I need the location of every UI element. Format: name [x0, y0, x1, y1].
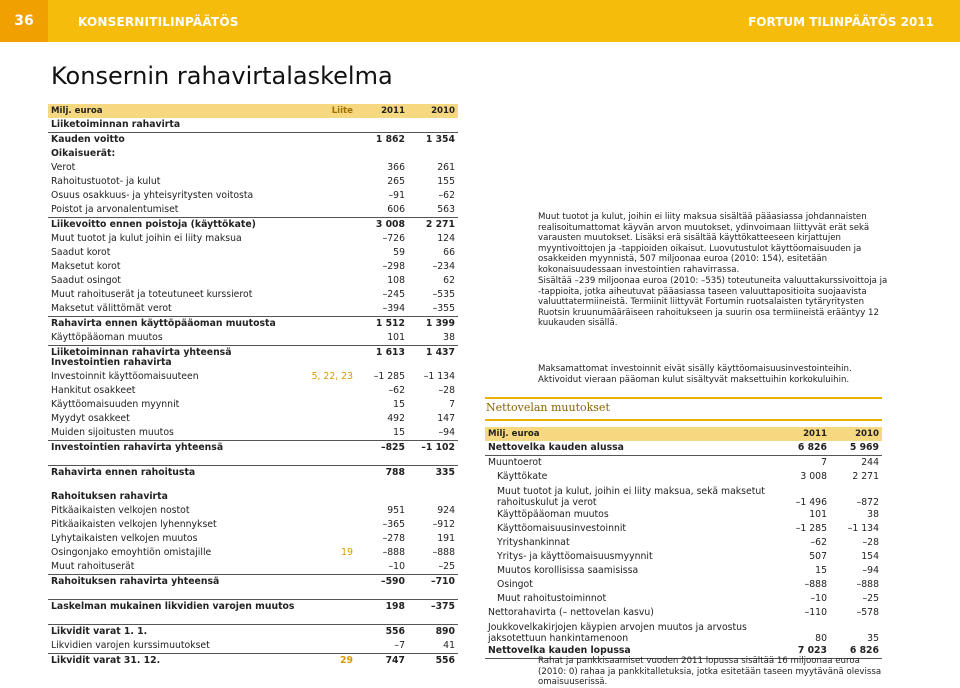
- value-2010: –578: [856, 607, 879, 618]
- value-2011: 507: [809, 551, 827, 562]
- row-label: Nettovelka kauden alussa: [485, 441, 780, 456]
- row-label: Pitkäaikaisten velkojen nostot: [51, 505, 190, 516]
- value-2011: –1 496: [795, 497, 827, 508]
- row-label: Muiden sijoitusten muutos: [51, 427, 174, 438]
- note-ref: [306, 274, 356, 288]
- table-row: [485, 470, 882, 484]
- value-2011: –62: [810, 537, 827, 548]
- section-title: KONSERNITILINPÄÄTÖS: [78, 15, 239, 29]
- table-row: [48, 331, 458, 346]
- note-ref: [306, 625, 356, 640]
- value-2010: 154: [861, 551, 879, 562]
- value-2011: 7: [821, 457, 827, 468]
- row-label: Saadut korot: [51, 247, 111, 258]
- row-label: Likvidit varat 31. 12.: [48, 654, 306, 669]
- value-2010: –25: [862, 593, 879, 604]
- row-label: Liiketoiminnan rahavirta: [51, 119, 181, 130]
- note-ref: [306, 147, 356, 161]
- row-label: Pitkäaikaisten velkojen lyhennykset: [51, 519, 217, 530]
- row-label: Nettorahavirta (– nettovelan kasvu): [488, 607, 654, 618]
- note-ref: [306, 466, 356, 481]
- row-label: Rahavirta ennen käyttöpääoman muutosta: [48, 317, 306, 332]
- value-2011: 366: [387, 162, 405, 173]
- value-2011: –726: [382, 233, 405, 244]
- table-row: [48, 625, 458, 640]
- value-2011: –825: [356, 441, 408, 456]
- value-2010: 38: [867, 509, 879, 520]
- value-2011: 747: [356, 654, 408, 669]
- value-2011: 108: [387, 275, 405, 286]
- value-2010: 2 271: [408, 218, 458, 233]
- row-label: Verot: [51, 162, 76, 173]
- table-row: [48, 288, 458, 302]
- note-ref: [306, 356, 356, 370]
- value-2011: 101: [809, 509, 827, 520]
- table-row: [48, 161, 458, 175]
- spacer-cell: [48, 455, 458, 466]
- note-ref: [306, 232, 356, 246]
- value-2010: 563: [437, 204, 455, 215]
- value-2011: –1 285: [373, 371, 405, 382]
- row-label: Laskelman mukainen likvidien varojen muutos: [48, 600, 306, 615]
- row-label: Osingonjako emoyhtiön omistajille: [51, 547, 212, 558]
- value-2010: 155: [437, 176, 455, 187]
- table-row: [485, 606, 882, 620]
- net-debt-title: Nettovelan muutokset: [486, 401, 610, 414]
- table-row: [48, 398, 458, 412]
- box-rule-top: [485, 397, 882, 399]
- table-row: [48, 546, 458, 560]
- value-2011: 15: [815, 565, 827, 576]
- value-2011: 3 008: [356, 218, 408, 233]
- row-label: Rahoituksen rahavirta: [51, 491, 168, 502]
- table-row: [48, 532, 458, 546]
- note-fx-items: Sisältää –239 miljoonaa euroa (2010: –535) toteutuneita valuuttakurssivoittoja ja -tappioita, jotka aiheutuvat pääasiassa taseen valuuttapositioita suojaavista valuuttatermiineistä. Termiinit liittyvät Fortumin ruotsalaisten tytäryritysten Ruotsin kruunumääräiseen rahoitukseen ja suurin osa termiineistä erääntyy 12 kuukauden sisällä.: [538, 276, 888, 329]
- value-2011: 265: [387, 176, 405, 187]
- value-2011: 15: [393, 399, 405, 410]
- row-label: Käyttöpääoman muutos: [51, 332, 163, 343]
- row-label: Rahoituksen rahavirta yhteensä: [48, 575, 306, 590]
- row-label: Lyhytaikaisten velkojen muutos: [51, 533, 198, 544]
- note-ref: [306, 133, 356, 148]
- row-label: Oikaisuerät:: [51, 148, 116, 159]
- value-2010: 924: [437, 505, 455, 516]
- note-ref: [306, 490, 356, 504]
- value-2010: 7: [449, 399, 455, 410]
- page-number: 36: [0, 0, 48, 42]
- value-2011: 1 512: [356, 317, 408, 332]
- note-ref: [306, 441, 356, 456]
- spacer-cell: [48, 614, 458, 625]
- value-2011: 1 862: [356, 133, 408, 148]
- table-row: [48, 412, 458, 426]
- row-label: Likvidit varat 1. 1.: [48, 625, 306, 640]
- value-2011: 15: [393, 427, 405, 438]
- row-label: Muut rahoituserät: [51, 561, 135, 572]
- spacer-row: [48, 455, 458, 466]
- value-2011: –7: [394, 640, 405, 651]
- column-header-2011: 2011: [780, 427, 830, 441]
- value-2011: –590: [356, 575, 408, 590]
- note-ref: [306, 218, 356, 233]
- value-2011: –245: [382, 289, 405, 300]
- column-header-label: Milj. euroa: [485, 427, 780, 441]
- box-rule-mid: [485, 419, 882, 421]
- value-2010: 38: [443, 332, 455, 343]
- table-row: [48, 175, 458, 189]
- table-row: [48, 504, 458, 518]
- row-label: Muuntoerot: [488, 457, 542, 468]
- note-ref: [306, 600, 356, 615]
- table-row: [48, 356, 458, 370]
- table-row: [48, 518, 458, 532]
- note-ref: 19: [341, 547, 353, 558]
- spacer-cell: [48, 589, 458, 600]
- note-ref: [306, 384, 356, 398]
- column-header-2010: 2010: [408, 104, 458, 118]
- note-ref: [306, 504, 356, 518]
- table-header-row: [485, 427, 882, 441]
- value-2010: 1 399: [408, 317, 458, 332]
- value-2010: –1 134: [847, 523, 879, 534]
- table-row: [485, 484, 882, 508]
- value-2011: –10: [810, 593, 827, 604]
- spacer-row: [48, 480, 458, 490]
- value-2011: 80: [815, 633, 827, 644]
- note-ref: 5, 22, 23: [311, 371, 353, 382]
- value-2010: 66: [443, 247, 455, 258]
- note-ref: [306, 302, 356, 317]
- column-header-note: Liite: [306, 104, 356, 118]
- spacer-row: [48, 614, 458, 625]
- value-2010: –1 102: [408, 441, 458, 456]
- note-ref: [306, 518, 356, 532]
- row-label: Poistot ja arvonalentumiset: [51, 204, 179, 215]
- value-2011: –62: [388, 385, 405, 396]
- spacer-row: [48, 589, 458, 600]
- table-row: [485, 536, 882, 550]
- table-row: [48, 654, 458, 669]
- table-row: [48, 575, 458, 590]
- note-ref: [306, 260, 356, 274]
- value-2010: –94: [438, 427, 455, 438]
- value-2010: 244: [861, 457, 879, 468]
- value-2011: 606: [387, 204, 405, 215]
- value-2010: 261: [437, 162, 455, 173]
- note-ref: [306, 118, 356, 133]
- value-2010: 6 826: [830, 644, 882, 659]
- row-label: Liikevoitto ennen poistoja (käyttökate): [48, 218, 306, 233]
- note-ref: [306, 560, 356, 575]
- table-row: [48, 426, 458, 441]
- table-row: [48, 133, 458, 148]
- note-ref: [306, 331, 356, 346]
- value-2010: –375: [408, 600, 458, 615]
- note-ref: [306, 412, 356, 426]
- row-label: Käyttöomaisuusinvestoinnit: [497, 523, 627, 534]
- row-label: Rahoitustuotot- ja kulut: [51, 176, 161, 187]
- value-2010: 124: [437, 233, 455, 244]
- row-label: Rahavirta ennen rahoitusta: [48, 466, 306, 481]
- table-row: [485, 508, 882, 522]
- row-label: Muut tuotot ja kulut, joihin ei liity maksua, sekä maksetut rahoituskulut ja verot: [497, 486, 765, 508]
- value-2010: –62: [438, 190, 455, 201]
- column-header-2011: 2011: [356, 104, 408, 118]
- report-title: FORTUM TILINPÄÄTÖS 2011: [748, 15, 934, 29]
- value-2011: [356, 490, 408, 504]
- row-label: Investointien rahavirta: [51, 357, 172, 368]
- note-ref: [306, 189, 356, 203]
- table-row: [48, 203, 458, 218]
- value-2010: 2 271: [852, 471, 879, 482]
- value-2011: 788: [356, 466, 408, 481]
- note-ref: 29: [306, 654, 356, 669]
- note-cash: Rahat ja pankkisaamiset vuoden 2011 lopussa sisältää 16 miljoonaa euroa (2010: 0) rahaa ja pankkitalletuksia, jotka esitetään taseen myytävänä olevissa omaisuuserissä.: [538, 656, 882, 688]
- value-2010: –28: [438, 385, 455, 396]
- value-2010: –872: [856, 497, 879, 508]
- note-ref: [306, 203, 356, 218]
- note-ref: [306, 246, 356, 260]
- table-row: [485, 550, 882, 564]
- table-row: [48, 232, 458, 246]
- table-row: [48, 639, 458, 654]
- value-2010: 1 354: [408, 133, 458, 148]
- value-2011: –888: [382, 547, 405, 558]
- value-2011: [356, 118, 408, 133]
- value-2011: 101: [387, 332, 405, 343]
- value-2010: –535: [432, 289, 455, 300]
- net-debt-table: [485, 427, 882, 659]
- note-ref: [306, 639, 356, 654]
- table-row: [48, 384, 458, 398]
- spacer-cell: [48, 480, 458, 490]
- note-other-items: Muut tuotot ja kulut, joihin ei liity maksua sisältää pääasiassa johdannaisten realisoitumattomat käyvän arvon muutokset, ydinvoimaan liittyvät erät sekä varausten muutokset. Lisäksi erä sisältää käyttökatteeseen kirjattujen myyntivoittojen ja -tappioiden oikaisut. Luovutustulot käyttöomaisuuden ja osakkeiden myynnistä, 507 miljoonaa euroa (2010: 154), esitetään kokonaisuudessaan investointien rahavirrassa.: [538, 212, 870, 275]
- table-row: [485, 578, 882, 592]
- value-2010: –888: [432, 547, 455, 558]
- note-ref: [306, 398, 356, 412]
- page-title: Konsernin rahavirtalaskelma: [51, 62, 393, 90]
- column-header-label: Milj. euroa: [48, 104, 306, 118]
- row-label: Yritys- ja käyttöomaisuusmyynnit: [497, 551, 653, 562]
- value-2011: 1 613: [356, 346, 408, 361]
- value-2011: 3 008: [800, 471, 827, 482]
- value-2010: 556: [408, 654, 458, 669]
- column-header-2010: 2010: [830, 427, 882, 441]
- value-2010: –1 134: [423, 371, 455, 382]
- value-2011: –298: [382, 261, 405, 272]
- value-2010: [408, 147, 458, 161]
- cashflow-table-investing-financing: [48, 356, 458, 668]
- table-row: [485, 620, 882, 644]
- value-2010: –25: [438, 561, 455, 572]
- value-2010: 335: [408, 466, 458, 481]
- value-2011: –10: [388, 561, 405, 572]
- row-label: Liiketoiminnan rahavirta yhteensä: [48, 346, 306, 361]
- table-row: [48, 147, 458, 161]
- value-2011: 7 023: [780, 644, 830, 659]
- note-ref: [306, 317, 356, 332]
- value-2010: –888: [856, 579, 879, 590]
- row-label: Muutos korollisissa saamisissa: [497, 565, 639, 576]
- value-2011: 492: [387, 413, 405, 424]
- table-row: [48, 600, 458, 615]
- table-row: [48, 466, 458, 481]
- row-label: Joukkovelkakirjojen käypien arvojen muutos ja arvostus jaksotettuun hankintamenoon: [488, 622, 747, 644]
- row-label: Kauden voitto: [48, 133, 306, 148]
- value-2010: 41: [443, 640, 455, 651]
- table-row: [48, 260, 458, 274]
- value-2011: –394: [382, 303, 405, 314]
- row-label: Osingot: [497, 579, 533, 590]
- value-2011: 59: [393, 247, 405, 258]
- value-2010: 147: [437, 413, 455, 424]
- value-2011: –110: [804, 607, 827, 618]
- table-row: [48, 560, 458, 575]
- table-row: [485, 441, 882, 456]
- table-header-row: [48, 104, 458, 118]
- table-row: [48, 246, 458, 260]
- table-row: [48, 218, 458, 233]
- table-row: [48, 370, 458, 384]
- row-label: Käyttökate: [497, 471, 548, 482]
- row-label: Nettovelka kauden lopussa: [485, 644, 780, 659]
- note-ref: [306, 288, 356, 302]
- value-2011: 951: [387, 505, 405, 516]
- table-row: [48, 118, 458, 133]
- table-row: [48, 274, 458, 288]
- value-2010: 890: [408, 625, 458, 640]
- row-label: Hankitut osakkeet: [51, 385, 136, 396]
- value-2010: 62: [443, 275, 455, 286]
- note-ref: [306, 161, 356, 175]
- value-2010: [408, 118, 458, 133]
- value-2010: [408, 490, 458, 504]
- table-row: [485, 592, 882, 606]
- value-2011: [356, 147, 408, 161]
- note-ref: [306, 575, 356, 590]
- note-ref: [306, 426, 356, 441]
- table-row: [48, 441, 458, 456]
- table-row: [485, 456, 882, 471]
- value-2010: [408, 356, 458, 370]
- row-label: Maksetut korot: [51, 261, 121, 272]
- value-2011: [356, 356, 408, 370]
- row-label: Yrityshankinnat: [497, 537, 570, 548]
- value-2010: –710: [408, 575, 458, 590]
- value-2011: –365: [382, 519, 405, 530]
- value-2010: 1 437: [408, 346, 458, 361]
- value-2011: –888: [804, 579, 827, 590]
- note-ref: [306, 532, 356, 546]
- cashflow-table-operating: [48, 104, 458, 360]
- row-label: Maksetut välittömät verot: [51, 303, 172, 314]
- value-2010: 5 969: [830, 441, 882, 456]
- row-label: Investoinnit käyttöomaisuuteen: [51, 371, 199, 382]
- row-label: Saadut osingot: [51, 275, 121, 286]
- row-label: Käyttöomaisuuden myynnit: [51, 399, 180, 410]
- value-2010: –355: [432, 303, 455, 314]
- row-label: Käyttöpääoman muutos: [497, 509, 609, 520]
- row-label: Osuus osakkuus- ja yhteisyritysten voitosta: [51, 190, 254, 201]
- value-2010: –912: [432, 519, 455, 530]
- value-2010: 191: [437, 533, 455, 544]
- row-label: Muut rahoituserät ja toteutuneet kurssierot: [51, 289, 253, 300]
- row-label: Myydyt osakkeet: [51, 413, 130, 424]
- value-2010: –234: [432, 261, 455, 272]
- value-2011: 556: [356, 625, 408, 640]
- note-ref: [306, 175, 356, 189]
- value-2011: 198: [356, 600, 408, 615]
- table-row: [48, 189, 458, 203]
- value-2010: –28: [862, 537, 879, 548]
- value-2010: 35: [867, 633, 879, 644]
- table-row: [48, 302, 458, 317]
- value-2011: –1 285: [795, 523, 827, 534]
- value-2011: –278: [382, 533, 405, 544]
- value-2011: –91: [388, 190, 405, 201]
- row-label: Likvidien varojen kurssimuutokset: [51, 640, 210, 651]
- row-label: Investointien rahavirta yhteensä: [48, 441, 306, 456]
- note-investments: Maksamattomat investoinnit eivät sisälly käyttöomaisuusinvestointeihin. Aktivoidut vieraan pääoman kulut sisältyvät maksettuihin korkokuluihin.: [538, 364, 852, 385]
- table-row: [485, 522, 882, 536]
- value-2010: –94: [862, 565, 879, 576]
- table-row: [48, 317, 458, 332]
- value-2011: 6 826: [780, 441, 830, 456]
- table-row: [48, 490, 458, 504]
- row-label: Muut rahoitustoiminnot: [497, 593, 607, 604]
- row-label: Muut tuotot ja kulut joihin ei liity maksua: [51, 233, 242, 244]
- table-row: [485, 564, 882, 578]
